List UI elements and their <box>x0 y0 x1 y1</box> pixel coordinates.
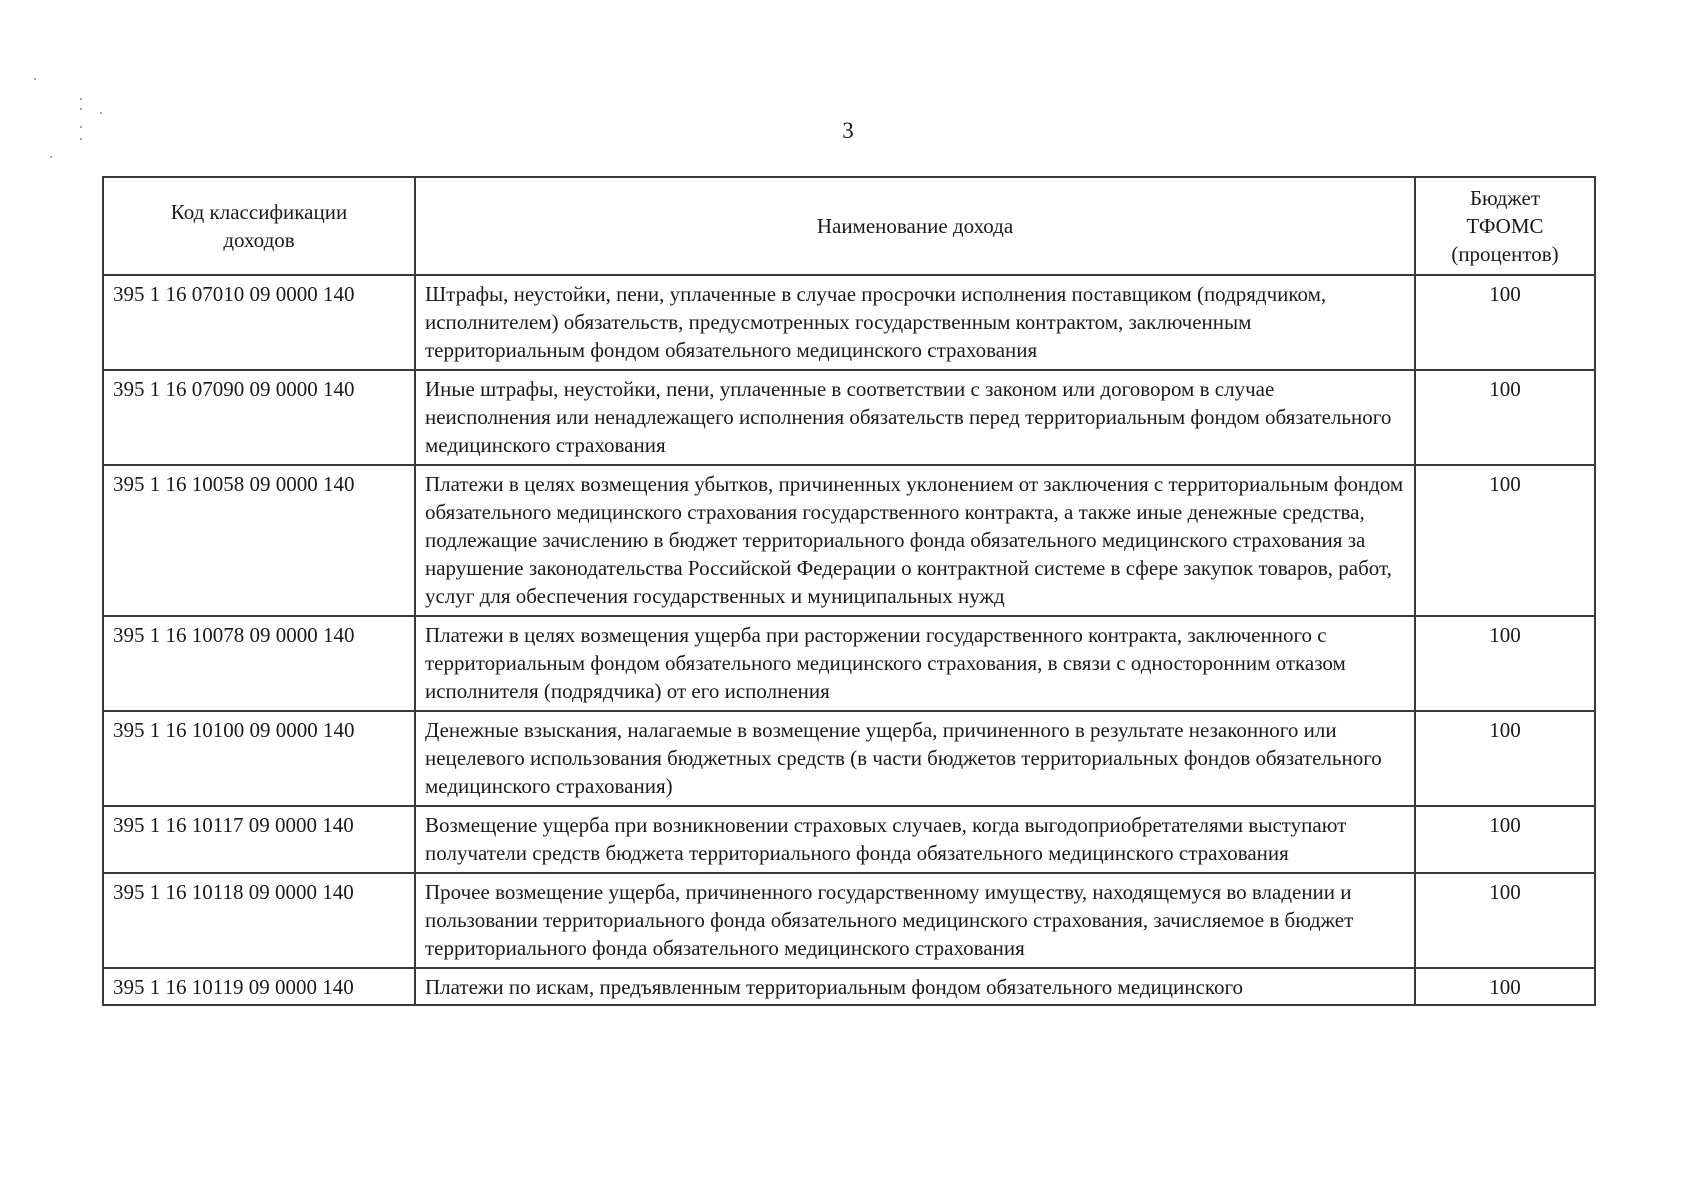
income-code: 395 1 16 07010 09 0000 140 <box>103 275 415 370</box>
header-code: Код классификации доходов <box>103 177 415 275</box>
income-name: Платежи в целях возмещения убытков, причиненных уклонением от заключения с территориальным фондом обязательного медицинского страхования государственного контракта, а также иные денежные средства, подлежащие зачислению в бюджет территориального фонда обязательного медицинского страхования за нарушение законодательства Российской Федерации о контрактной системе в сфере закупок товаров, работ, услуг для обеспечения государственных и муниципальных нужд <box>415 465 1415 616</box>
table-row <box>103 275 1595 370</box>
header-budget: Бюджет ТФОМС (процентов) <box>1415 177 1595 275</box>
revenue-classification-table <box>102 176 1596 1006</box>
income-code: 395 1 16 10119 09 0000 140 <box>103 968 415 1005</box>
table-header-row <box>103 177 1595 275</box>
income-name: Платежи в целях возмещения ущерба при расторжении государственного контракта, заключенного с территориальным фондом обязательного медицинского страхования, в связи с односторонним отказом исполнителя (подрядчика) от его исполнения <box>415 616 1415 711</box>
page-number: 3 <box>842 118 854 143</box>
income-code: 395 1 16 10118 09 0000 140 <box>103 873 415 968</box>
income-name: Возмещение ущерба при возникновении страховых случаев, когда выгодоприобретателями выступают получатели средств бюджета территориального фонда обязательного медицинского страхования <box>415 806 1415 873</box>
budget-percent: 100 <box>1415 711 1595 806</box>
income-name: Штрафы, неустойки, пени, уплаченные в случае просрочки исполнения поставщиком (подрядчиком, исполнителем) обязательств, предусмотренных государственным контрактом, заключенным территориальным фондом обязательного медицинского страхования <box>415 275 1415 370</box>
income-code: 395 1 16 10058 09 0000 140 <box>103 465 415 616</box>
header-name: Наименование дохода <box>415 177 1415 275</box>
table-row <box>103 711 1595 806</box>
table-row <box>103 873 1595 968</box>
income-name: Денежные взыскания, налагаемые в возмещение ущерба, причиненного в результате незаконного или нецелевого использования бюджетных средств (в части бюджетов территориальных фондов обязательного медицинского страхования) <box>415 711 1415 806</box>
budget-percent: 100 <box>1415 275 1595 370</box>
table-row <box>103 370 1595 465</box>
table-row <box>103 968 1595 1005</box>
table-row <box>103 616 1595 711</box>
table-row <box>103 465 1595 616</box>
budget-percent: 100 <box>1415 616 1595 711</box>
income-name: Иные штрафы, неустойки, пени, уплаченные в соответствии с законом или договором в случае неисполнения или ненадлежащего исполнения обязательств перед территориальным фондом обязательного медицинского страхования <box>415 370 1415 465</box>
income-code: 395 1 16 10117 09 0000 140 <box>103 806 415 873</box>
income-name: Платежи по искам, предъявленным территориальным фондом обязательного медицинского <box>415 968 1415 1005</box>
table-row <box>103 806 1595 873</box>
budget-percent: 100 <box>1415 806 1595 873</box>
budget-percent: 100 <box>1415 370 1595 465</box>
income-name: Прочее возмещение ущерба, причиненного государственному имуществу, находящемуся во владении и пользовании территориального фонда обязательного медицинского страхования, зачисляемое в бюджет территориального фонда обязательного медицинского страхования <box>415 873 1415 968</box>
budget-percent: 100 <box>1415 465 1595 616</box>
income-code: 395 1 16 07090 09 0000 140 <box>103 370 415 465</box>
income-code: 395 1 16 10078 09 0000 140 <box>103 616 415 711</box>
budget-percent: 100 <box>1415 968 1595 1005</box>
budget-percent: 100 <box>1415 873 1595 968</box>
income-code: 395 1 16 10100 09 0000 140 <box>103 711 415 806</box>
